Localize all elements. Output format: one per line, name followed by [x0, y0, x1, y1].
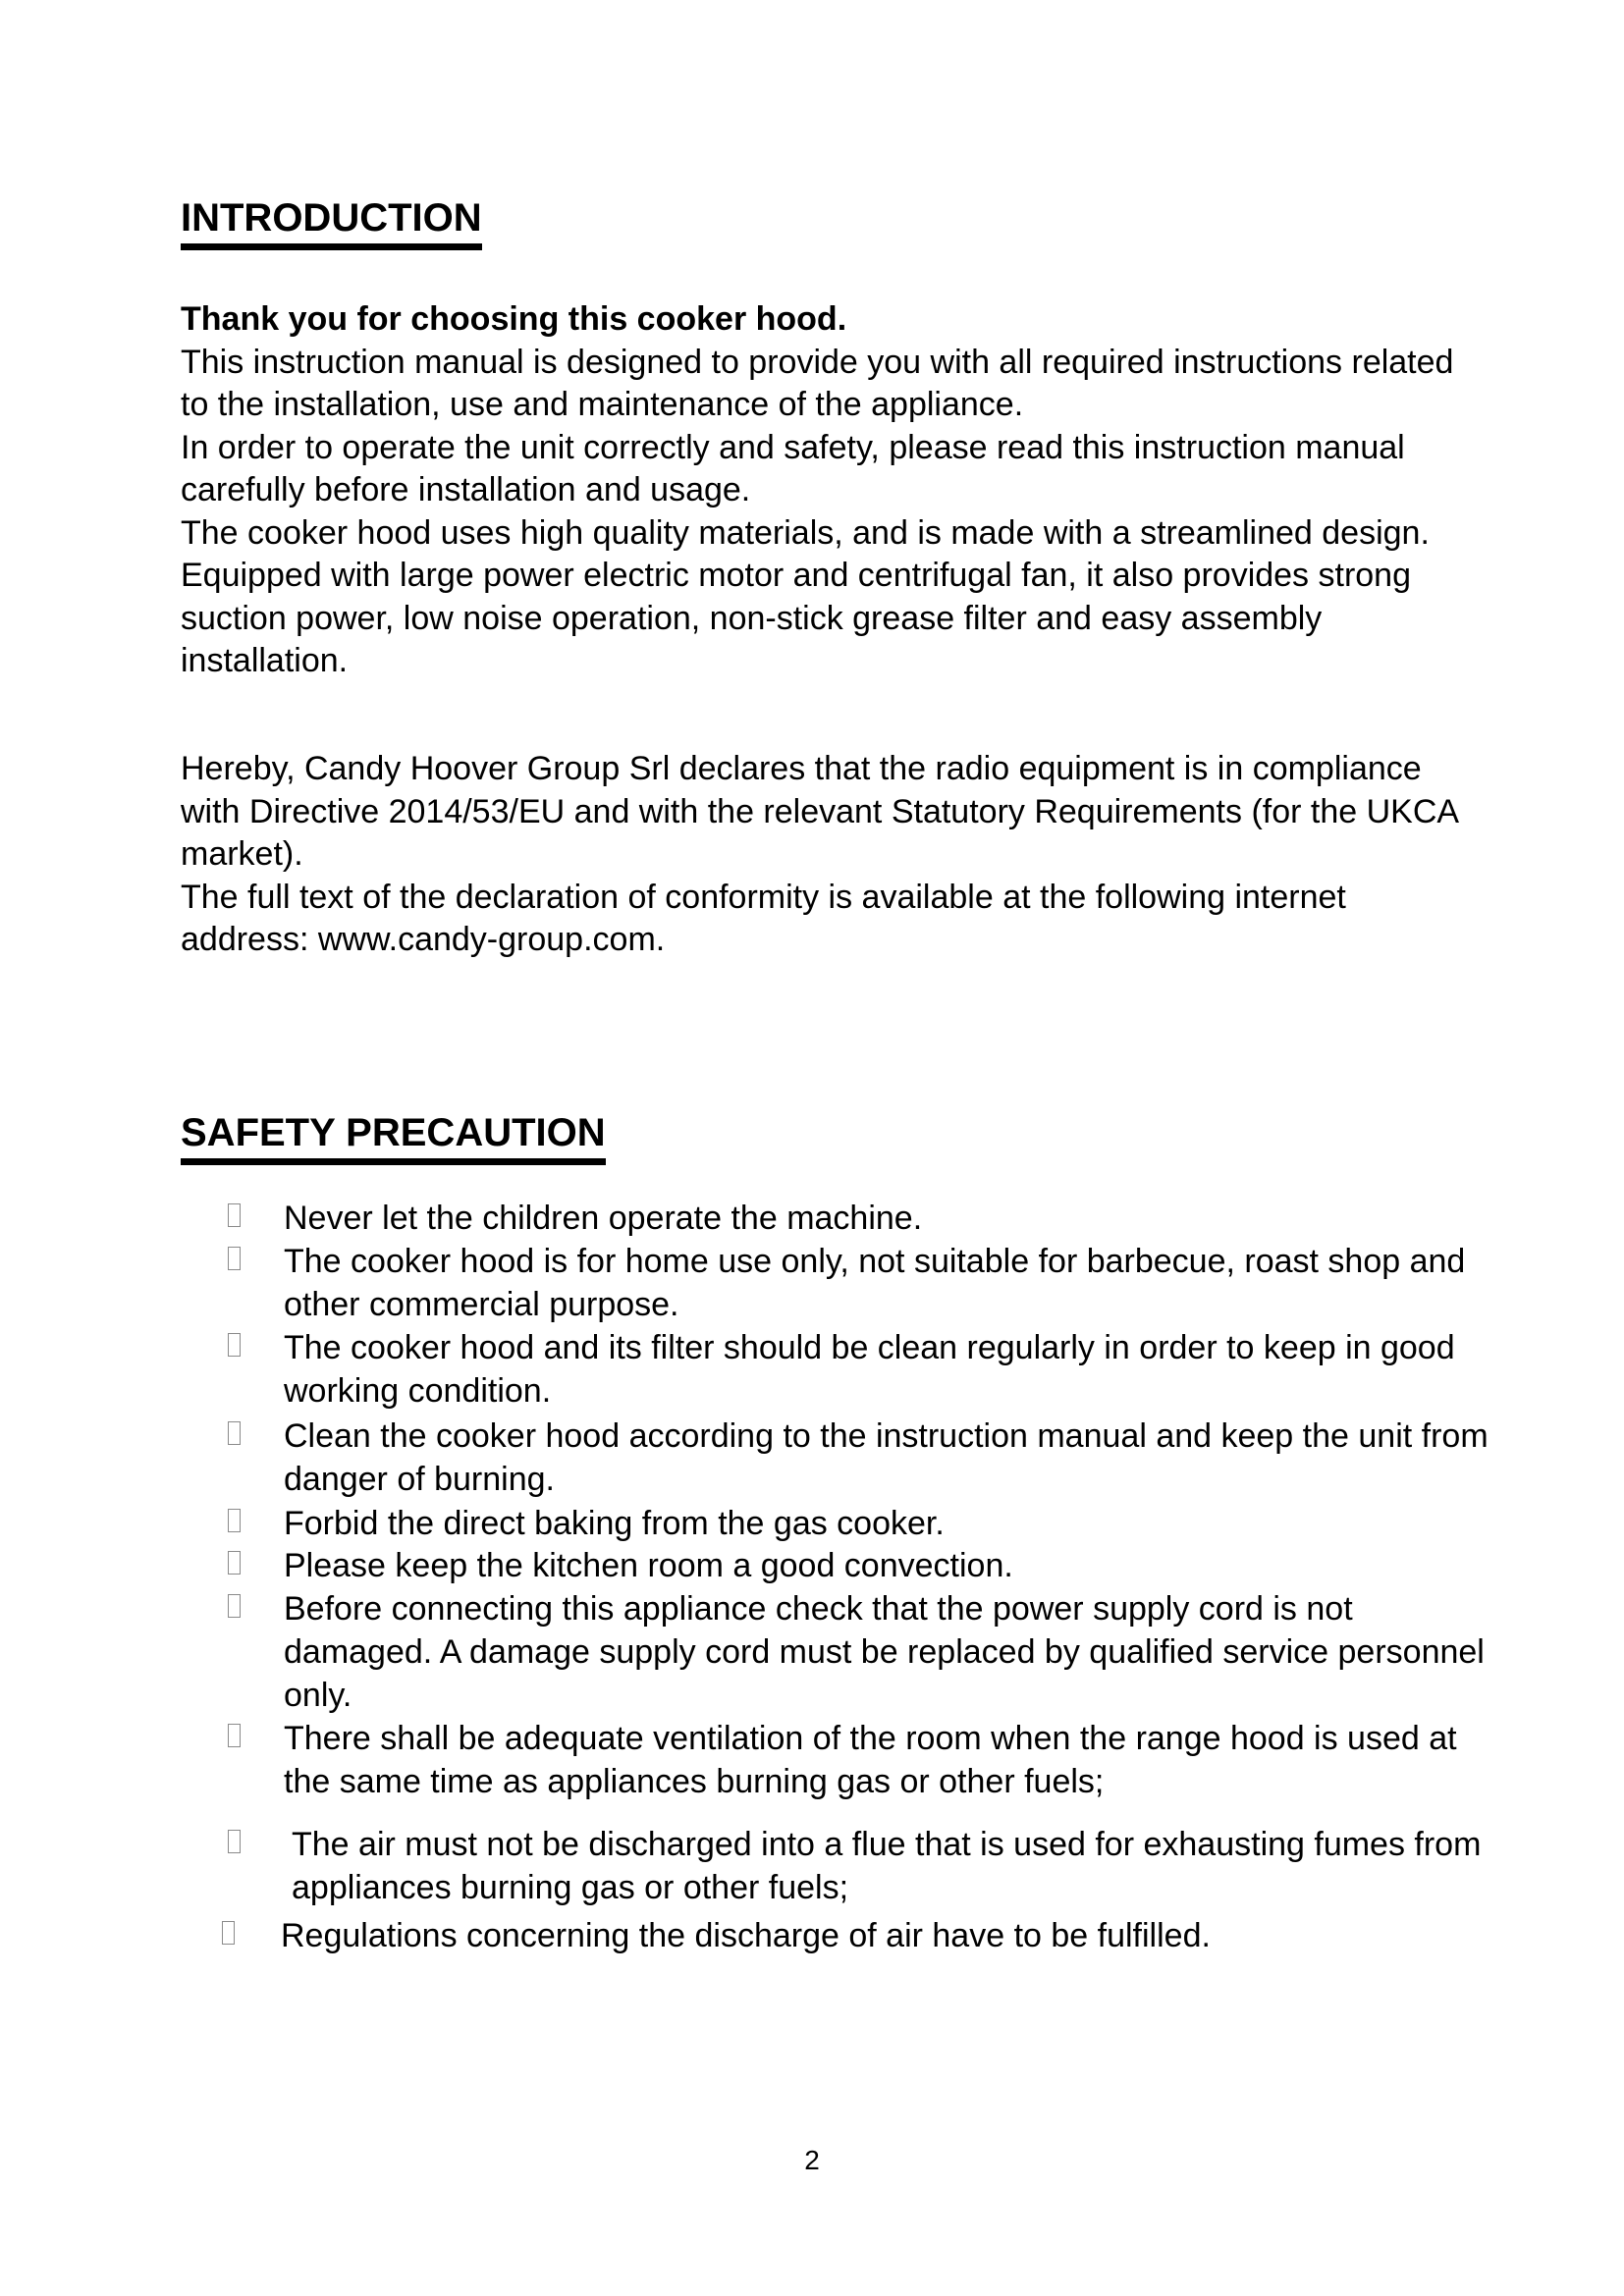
- list-item: [225, 1914, 1501, 1957]
- bullet-box-icon: [228, 1551, 241, 1575]
- bullet-box-icon: [228, 1247, 241, 1270]
- list-item: [225, 1717, 1501, 1803]
- list-item-text: Clean the cooker hood according to the instruction manual and keep the unit from danger of burning.: [284, 1417, 1489, 1498]
- list-item: [225, 1415, 1501, 1501]
- bullet-box-icon: [228, 1724, 241, 1747]
- list-item-text: The cooker hood and its filter should be clean regularly in order to keep in good working condition.: [284, 1329, 1455, 1410]
- bullet-box-icon: [228, 1509, 241, 1532]
- list-item-text: Forbid the direct baking from the gas cooker.: [284, 1505, 945, 1542]
- list-item: [225, 1587, 1501, 1717]
- list-item-text: There shall be adequate ventilation of the room when the range hood is used at the same time as appliances burning gas or other fuels;: [284, 1720, 1457, 1800]
- list-item-text: Never let the children operate the machine.: [284, 1200, 923, 1237]
- bullet-box-icon: [222, 1921, 235, 1945]
- list-item-text: The cooker hood is for home use only, not suitable for barbecue, roast shop and other commercial purpose.: [284, 1243, 1466, 1323]
- declaration-paragraph: The full text of the declaration of conformity is available at the following internet address: www.candy-group.com.: [181, 878, 1346, 958]
- list-item: [225, 1502, 1501, 1545]
- bullet-box-icon: [228, 1333, 241, 1357]
- list-item-text: Regulations concerning the discharge of air have to be fulfilled.: [281, 1917, 1211, 1954]
- introduction-paragraph: This instruction manual is designed to provide you with all required instructions related to the installation, use and maintenance of the appliance.: [181, 343, 1454, 423]
- bullet-box-icon: [228, 1421, 241, 1445]
- list-item: [225, 1326, 1501, 1413]
- declaration-paragraph: Hereby, Candy Hoover Group Srl declares that the radio equipment is in compliance with Directive 2014/53/EU and with the relevant Statutory Requirements (for the UKCA market).: [181, 750, 1458, 873]
- introduction-paragraph: In order to operate the unit correctly and safety, please read this instruction manual carefully before installation and usage.: [181, 428, 1405, 508]
- list-item-text: The air must not be discharged into a flue that is used for exhausting fumes from appliances burning gas or other fuels;: [292, 1826, 1482, 1906]
- introduction-section: [181, 298, 1477, 683]
- introduction-heading: INTRODUCTION: [181, 194, 482, 250]
- list-item-text: Please keep the kitchen room a good convection.: [284, 1547, 1013, 1584]
- list-item-text: Before connecting this appliance check that the power supply cord is not damaged. A damage supply cord must be replaced by qualified service personnel only.: [284, 1590, 1485, 1714]
- safety-precaution-heading: SAFETY PRECAUTION: [181, 1109, 606, 1165]
- bullet-box-icon: [228, 1203, 241, 1227]
- page-number: 2: [804, 2145, 820, 2175]
- bullet-box-icon: [228, 1830, 241, 1853]
- list-item: [225, 1197, 1501, 1240]
- bullet-box-icon: [228, 1594, 241, 1618]
- introduction-paragraph: The cooker hood uses high quality materials, and is made with a streamlined design. Equipped with large power electric motor and centrifugal fan, it also provides strong suction power, low noise operation, non-stick grease filter and easy assembly installation.: [181, 513, 1430, 679]
- list-item: [225, 1240, 1501, 1326]
- introduction-lead: Thank you for choosing this cooker hood.: [181, 300, 847, 338]
- declaration-section: [181, 748, 1477, 962]
- list-item: [225, 1544, 1501, 1587]
- list-item: [225, 1823, 1501, 1909]
